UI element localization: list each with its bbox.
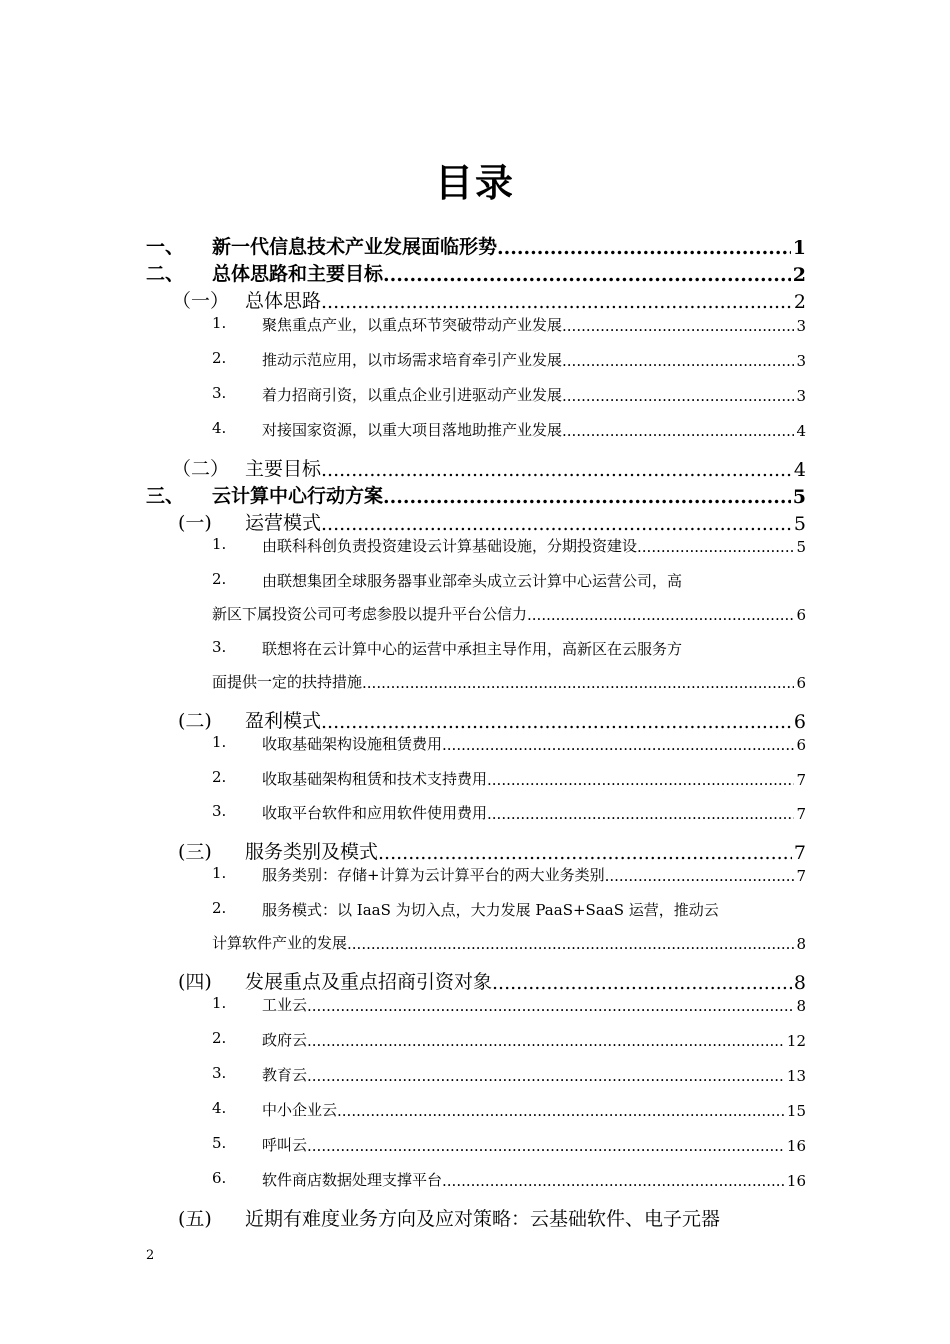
toc-page: 7: [796, 867, 806, 885]
toc-number: 一、: [146, 236, 185, 258]
toc-label-line1: 服务模式：以 IaaS 为切入点，大力发展 PaaS+SaaS 运营，推动云: [262, 901, 719, 919]
toc-page: 8: [793, 972, 806, 994]
toc-number: 2.: [212, 570, 227, 588]
toc-number: （一）: [172, 290, 230, 312]
toc-page: 16: [786, 1137, 806, 1155]
toc-number: (五): [178, 1208, 212, 1230]
toc-entry[interactable]: [245, 706, 806, 733]
toc-label: 呼叫云: [262, 1136, 308, 1154]
toc-label: 面提供一定的扶持措施: [212, 673, 363, 691]
toc-number: (一): [178, 512, 212, 534]
toc-number: 3.: [212, 802, 227, 820]
toc-label: 收取基础架构设施租赁费用: [262, 735, 443, 753]
toc-page: 2: [793, 291, 806, 313]
toc-label: 着力招商引资，以重点企业引进驱动产业发展: [262, 386, 563, 404]
toc-label-line1: 联想将在云计算中心的运营中承担主导作用，高新区在云服务方: [262, 640, 683, 658]
toc-label: 总体思路: [245, 290, 322, 312]
toc-number: (二): [178, 710, 212, 732]
toc-entry[interactable]: [245, 286, 806, 313]
toc-entry[interactable]: [262, 733, 806, 754]
toc-entry[interactable]: [245, 967, 806, 994]
toc-page: 8: [796, 997, 806, 1015]
toc-label: 收取基础架构租赁和技术支持费用: [262, 770, 488, 788]
toc-number: 3.: [212, 1064, 227, 1082]
toc-page: 7: [796, 805, 806, 823]
toc-entry[interactable]: [212, 259, 806, 286]
toc-entry[interactable]: [212, 232, 806, 259]
toc-page: 3: [796, 352, 806, 370]
toc-number: (三): [178, 841, 212, 863]
toc-number: 1.: [212, 864, 227, 882]
toc-entry[interactable]: [262, 1099, 806, 1120]
toc-label: 收取平台软件和应用软件使用费用: [262, 804, 488, 822]
toc-page: 5: [793, 513, 806, 535]
toc-label: 工业云: [262, 996, 308, 1014]
toc-page: 12: [786, 1032, 806, 1050]
toc-number: 5.: [212, 1134, 227, 1152]
toc-page: 3: [796, 387, 806, 405]
toc-label: 教育云: [262, 1066, 308, 1084]
toc-page: 8: [796, 935, 806, 953]
toc-entry[interactable]: [245, 508, 806, 535]
toc-label: 新区下属投资公司可考虑参股以提升平台公信力: [212, 605, 528, 623]
toc-label: 盈利模式: [245, 710, 322, 732]
toc-number: 2.: [212, 349, 227, 367]
toc-title: 目录: [434, 160, 515, 205]
toc-number: 3.: [212, 384, 227, 402]
toc-page: 16: [786, 1172, 806, 1190]
toc-label: 新一代信息技术产业发展面临形势: [212, 236, 498, 258]
toc-label: 运营模式: [245, 512, 322, 534]
toc-number: 三、: [146, 485, 185, 507]
toc-entry[interactable]: [262, 1134, 806, 1155]
toc-label: 主要目标: [245, 458, 322, 480]
toc-entry[interactable]: [212, 671, 806, 692]
toc-label[interactable]: 近期有难度业务方向及应对策略：云基础软件、电子元器: [245, 1208, 721, 1230]
toc-label: 云计算中心行动方案: [212, 485, 384, 507]
toc-page: 1: [792, 237, 806, 259]
toc-label: 软件商店数据处理支撑平台: [262, 1171, 443, 1189]
toc-page: 6: [796, 736, 806, 754]
toc-number: 1.: [212, 733, 227, 751]
toc-number: 1.: [212, 314, 227, 332]
toc-entry[interactable]: [262, 349, 806, 370]
toc-label: 发展重点及重点招商引资对象: [245, 971, 493, 993]
toc-entry[interactable]: [212, 932, 806, 953]
toc-number: （二）: [172, 458, 230, 480]
toc-number: 3.: [212, 638, 227, 656]
toc-entry[interactable]: [262, 802, 806, 823]
toc-page: 7: [793, 842, 806, 864]
toc-page: 13: [786, 1067, 806, 1085]
toc-number: 6.: [212, 1169, 227, 1187]
page-number: 2: [146, 1248, 155, 1263]
toc-label: 计算软件产业的发展: [212, 934, 348, 952]
toc-entry[interactable]: [262, 768, 806, 789]
toc-entry[interactable]: [262, 314, 806, 335]
toc-number: 1.: [212, 994, 227, 1012]
toc-entry[interactable]: [262, 384, 806, 405]
toc-page: 5: [796, 538, 806, 556]
toc-number: 4.: [212, 1099, 227, 1117]
toc-label: 聚焦重点产业，以重点环节突破带动产业发展: [262, 316, 563, 334]
toc-entry[interactable]: [262, 1029, 806, 1050]
toc-number: 4.: [212, 419, 227, 437]
toc-number: 2.: [212, 768, 227, 786]
toc-label: 由联科科创负责投资建设云计算基础设施，分期投资建设: [262, 537, 638, 555]
toc-label: 政府云: [262, 1031, 308, 1049]
toc-entry[interactable]: [262, 1169, 806, 1190]
toc-page: 4: [793, 459, 806, 481]
toc-page: 3: [796, 317, 806, 335]
toc-entry[interactable]: [212, 481, 806, 508]
toc-page: 2: [792, 264, 806, 286]
toc-label: 总体思路和主要目标: [212, 263, 384, 285]
toc-label: 推动示范应用，以市场需求培育牵引产业发展: [262, 351, 563, 369]
toc-entry[interactable]: [262, 419, 806, 440]
toc-number: (四): [178, 971, 212, 993]
toc-page: 6: [796, 606, 806, 624]
toc-entry[interactable]: [262, 535, 806, 556]
toc-number: 2.: [212, 1029, 227, 1047]
toc-page: 6: [796, 674, 806, 692]
toc-number: 2.: [212, 899, 227, 917]
toc-page: 4: [796, 422, 806, 440]
toc-label: 对接国家资源，以重大项目落地助推产业发展: [262, 421, 563, 439]
toc-entry[interactable]: [212, 603, 806, 624]
toc-entry[interactable]: [262, 994, 806, 1015]
toc-label: 中小企业云: [262, 1101, 338, 1119]
toc-number: 1.: [212, 535, 227, 553]
toc-entry[interactable]: [262, 864, 806, 885]
toc-page: 6: [793, 711, 806, 733]
toc-label: 服务类别：存储+计算为云计算平台的两大业务类别: [262, 866, 605, 884]
toc-entry[interactable]: [245, 454, 806, 481]
toc-entry[interactable]: [245, 837, 806, 864]
toc-page: 7: [796, 771, 806, 789]
toc-label-line1: 由联想集团全球服务器事业部牵头成立云计算中心运营公司，高: [262, 572, 683, 590]
toc-number: 二、: [146, 263, 185, 285]
toc-label: 服务类别及模式: [245, 841, 379, 863]
toc-page: 5: [792, 486, 806, 508]
toc-entry[interactable]: [262, 1064, 806, 1085]
toc-page: 15: [786, 1102, 806, 1120]
